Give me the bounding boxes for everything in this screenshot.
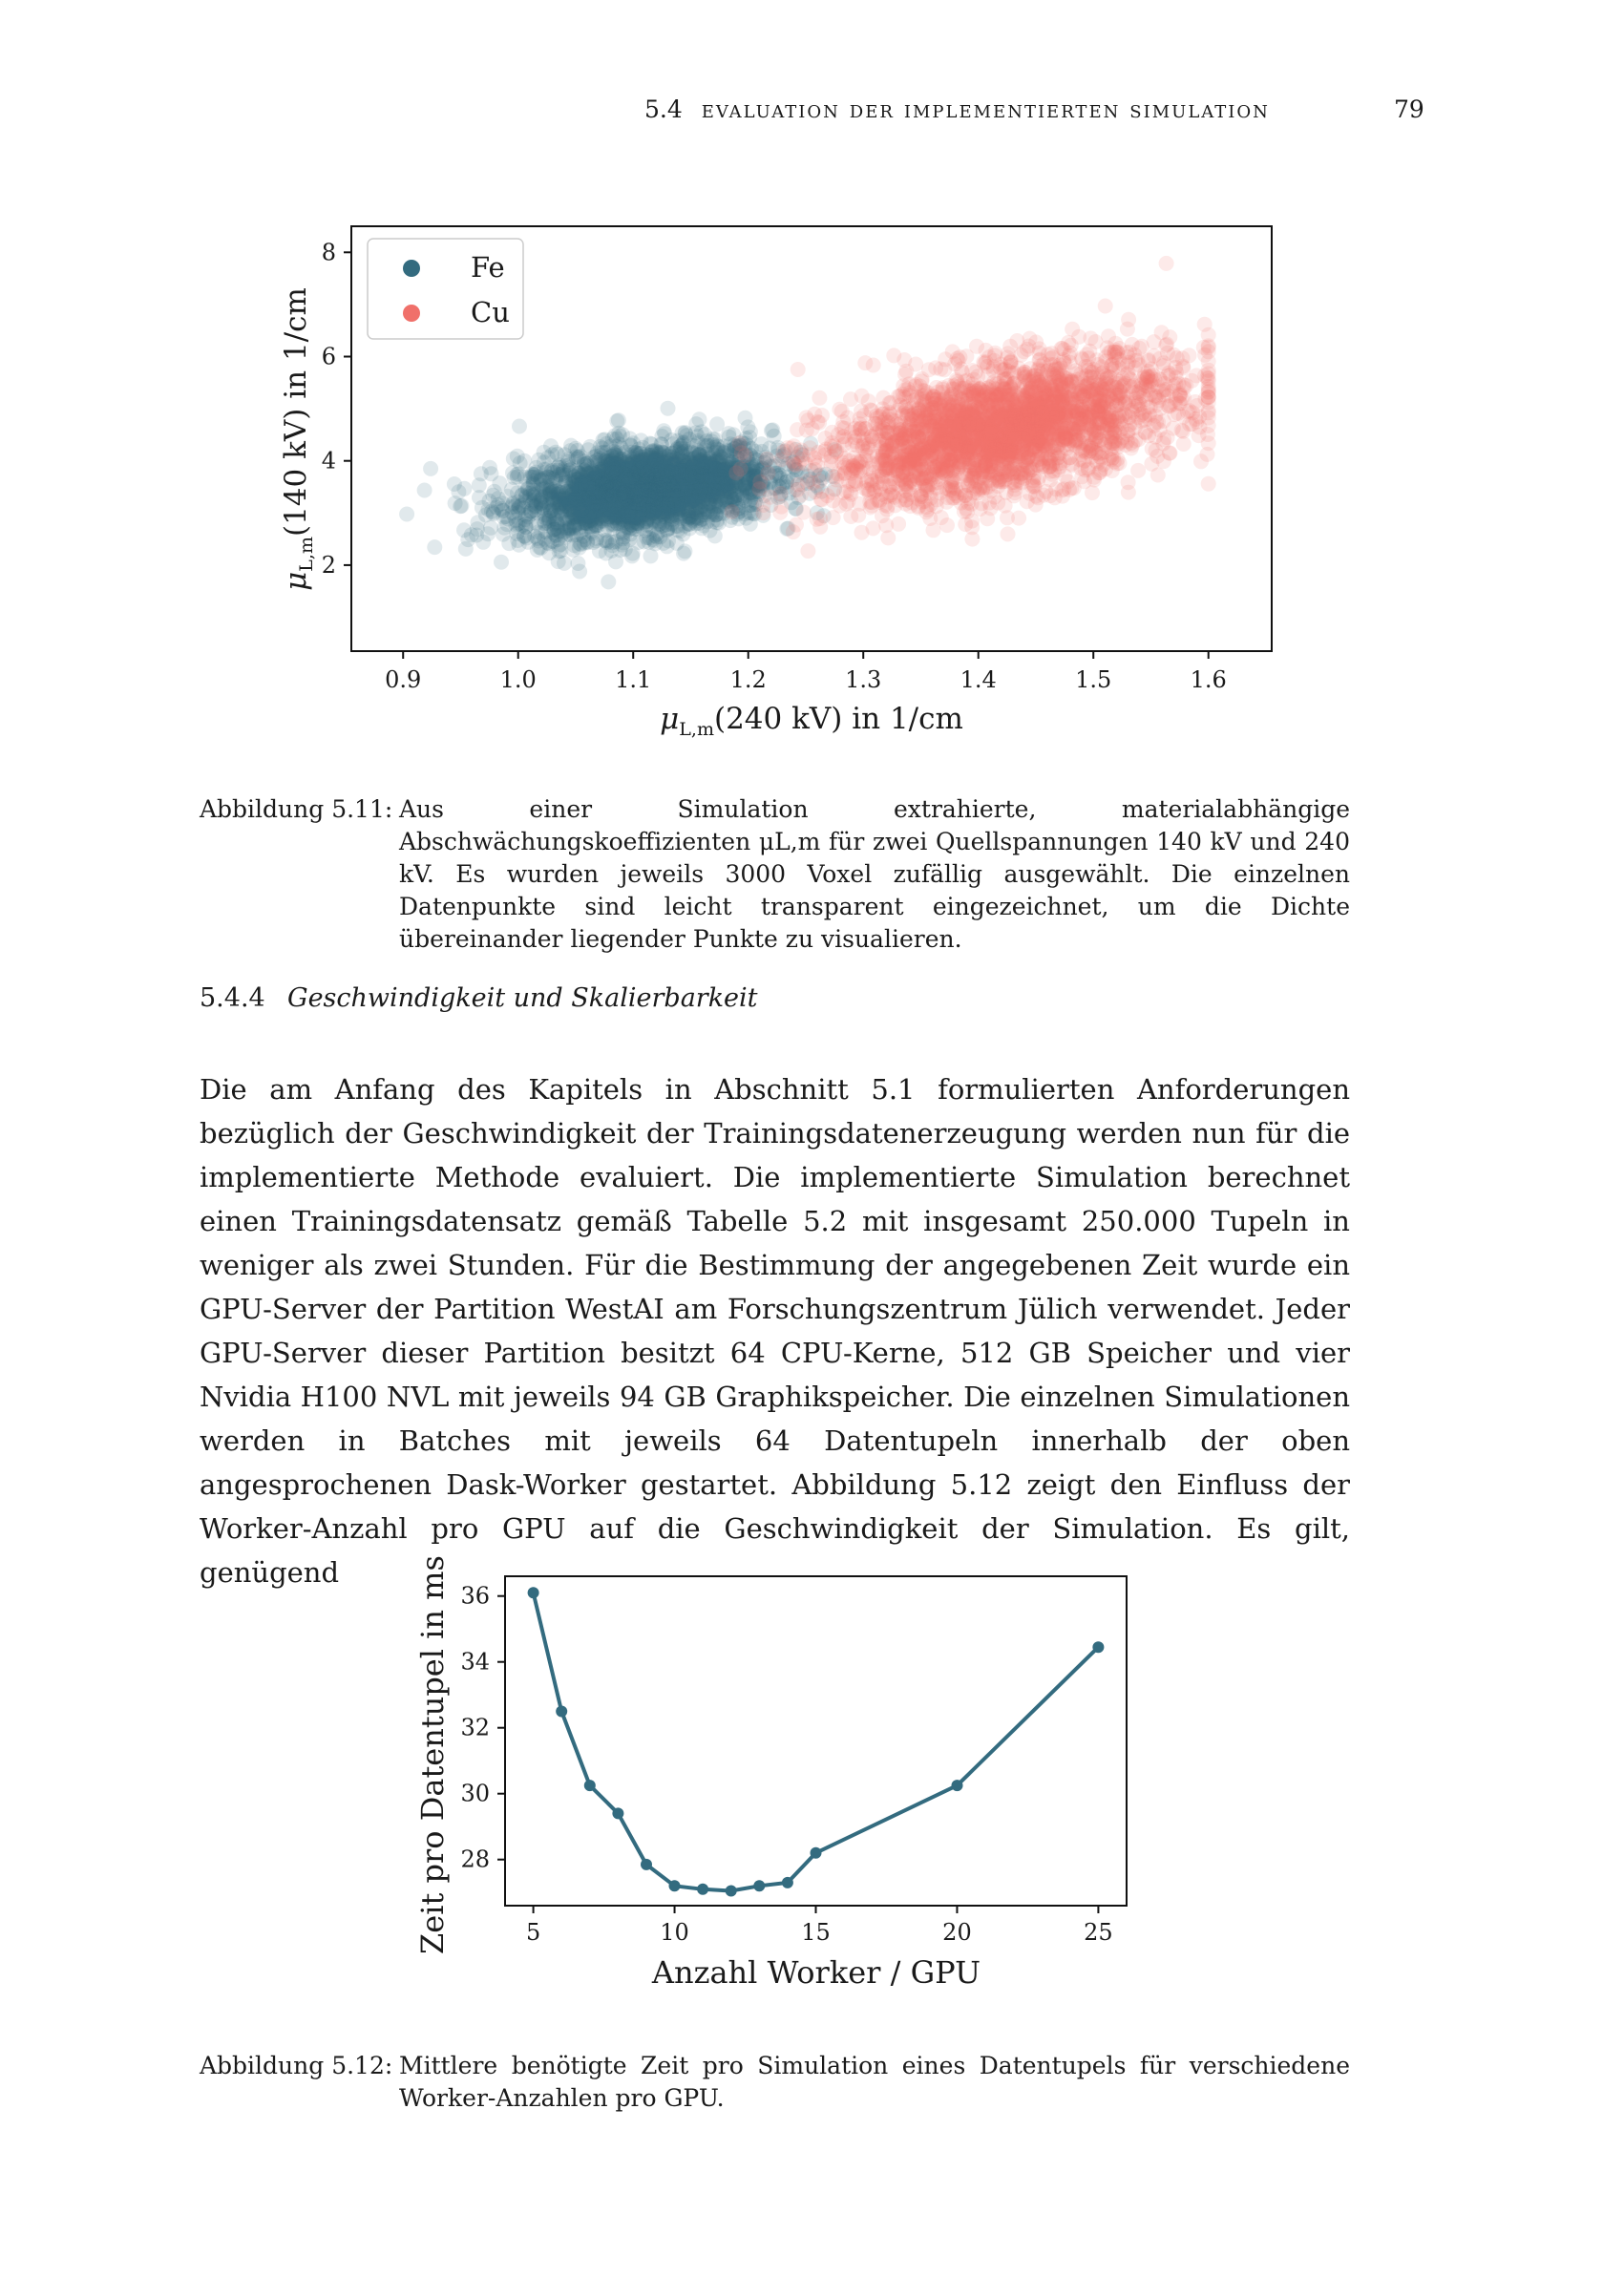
scatter-point-fe: [764, 423, 779, 438]
section-number: 5.4: [644, 95, 683, 123]
scatter-point-fe: [665, 481, 681, 496]
scatter-point-cu: [800, 543, 815, 559]
scatter-point-fe: [510, 449, 525, 464]
scatter-point-fe: [676, 546, 691, 561]
scatter-point-fe: [624, 548, 640, 563]
scatter-point-fe: [511, 466, 526, 481]
scatter-point-cu: [1001, 526, 1016, 541]
scatter-chart: [0, 0, 1624, 764]
scatter-point-fe: [552, 544, 567, 559]
scatter-point-fe: [614, 475, 629, 491]
scatter-point-fe: [602, 501, 618, 517]
scatter-point-fe: [688, 416, 704, 432]
scatter-point-fe: [512, 419, 527, 434]
scatter-point-fe: [565, 475, 580, 491]
scatter-point-fe: [573, 491, 588, 506]
scatter-point-fe: [451, 484, 466, 499]
scatter-point-fe: [650, 492, 665, 507]
scatter-point-fe: [660, 538, 675, 554]
scatter-point-fe: [738, 411, 753, 426]
scatter-point-fe: [427, 539, 442, 555]
page-number: 79: [1394, 95, 1424, 123]
scatter-point-fe: [570, 556, 585, 571]
section-title: evaluation der implementierten simulation: [701, 95, 1270, 123]
scatter-point-fe: [538, 487, 553, 502]
scatter-point-fe: [665, 465, 681, 480]
scatter-point-fe: [592, 543, 607, 559]
scatter-point-fe: [478, 507, 494, 522]
scatter-point-fe: [611, 412, 626, 428]
scatter-point-cu: [756, 505, 771, 520]
scatter-point-fe: [596, 432, 611, 448]
scatter-point-fe: [622, 521, 637, 537]
scatter-point-fe: [570, 443, 585, 458]
scatter-point-fe: [510, 502, 525, 517]
scatter-point-fe: [563, 505, 579, 520]
scatter-point-fe: [510, 533, 525, 548]
scatter-point-fe: [649, 527, 664, 542]
scatter-point-fe: [399, 507, 414, 522]
scatter-point-fe: [423, 461, 438, 476]
scatter-point-fe: [688, 478, 704, 494]
scatter-point-fe: [485, 488, 500, 503]
scatter-point-fe: [601, 574, 616, 589]
scatter-point-fe: [698, 453, 713, 469]
scatter-point-fe: [592, 451, 607, 466]
scatter-point-fe: [712, 449, 728, 464]
cu-points: [725, 256, 1216, 559]
scatter-point-fe: [546, 525, 561, 540]
scatter-point-fe: [709, 475, 725, 491]
scatter-point-fe: [494, 555, 509, 570]
scatter-point-fe: [576, 515, 591, 530]
scatter-point-fe: [612, 429, 627, 444]
scatter-point-fe: [417, 483, 432, 498]
scatter-point-fe: [484, 466, 499, 481]
scatter-point-cu: [1150, 468, 1166, 483]
scatter-point-cu: [812, 390, 827, 406]
scatter-point-fe: [661, 401, 676, 416]
scatter-point-cu: [761, 466, 776, 481]
scatter-point-fe: [709, 499, 725, 515]
scatter-point-cu: [1085, 485, 1100, 500]
scatter-point-fe: [528, 467, 543, 482]
scatter-point-fe: [543, 504, 559, 519]
scatter-point-fe: [615, 499, 630, 515]
scatter-point-fe: [464, 527, 479, 542]
scatter-point-cu: [1201, 476, 1216, 492]
scatter-point-fe: [739, 480, 754, 496]
scatter-point-fe: [643, 436, 658, 452]
scatter-point-cu: [1028, 497, 1044, 513]
scatter-point-cu: [1130, 463, 1146, 478]
scatter-point-fe: [542, 470, 558, 485]
scatter-point-fe: [691, 510, 707, 525]
scatter-point-fe: [643, 548, 659, 563]
scatter-point-cu: [1098, 299, 1113, 314]
scatter-point-fe: [676, 449, 691, 464]
scatter-point-fe: [586, 464, 601, 479]
scatter-point-cu: [854, 525, 870, 540]
scatter-point-cu: [810, 512, 825, 527]
scatter-point-fe: [531, 534, 546, 549]
scatter-point-fe: [632, 461, 647, 476]
scatter-point-cu: [1201, 327, 1216, 343]
scatter-point-fe: [508, 517, 523, 533]
